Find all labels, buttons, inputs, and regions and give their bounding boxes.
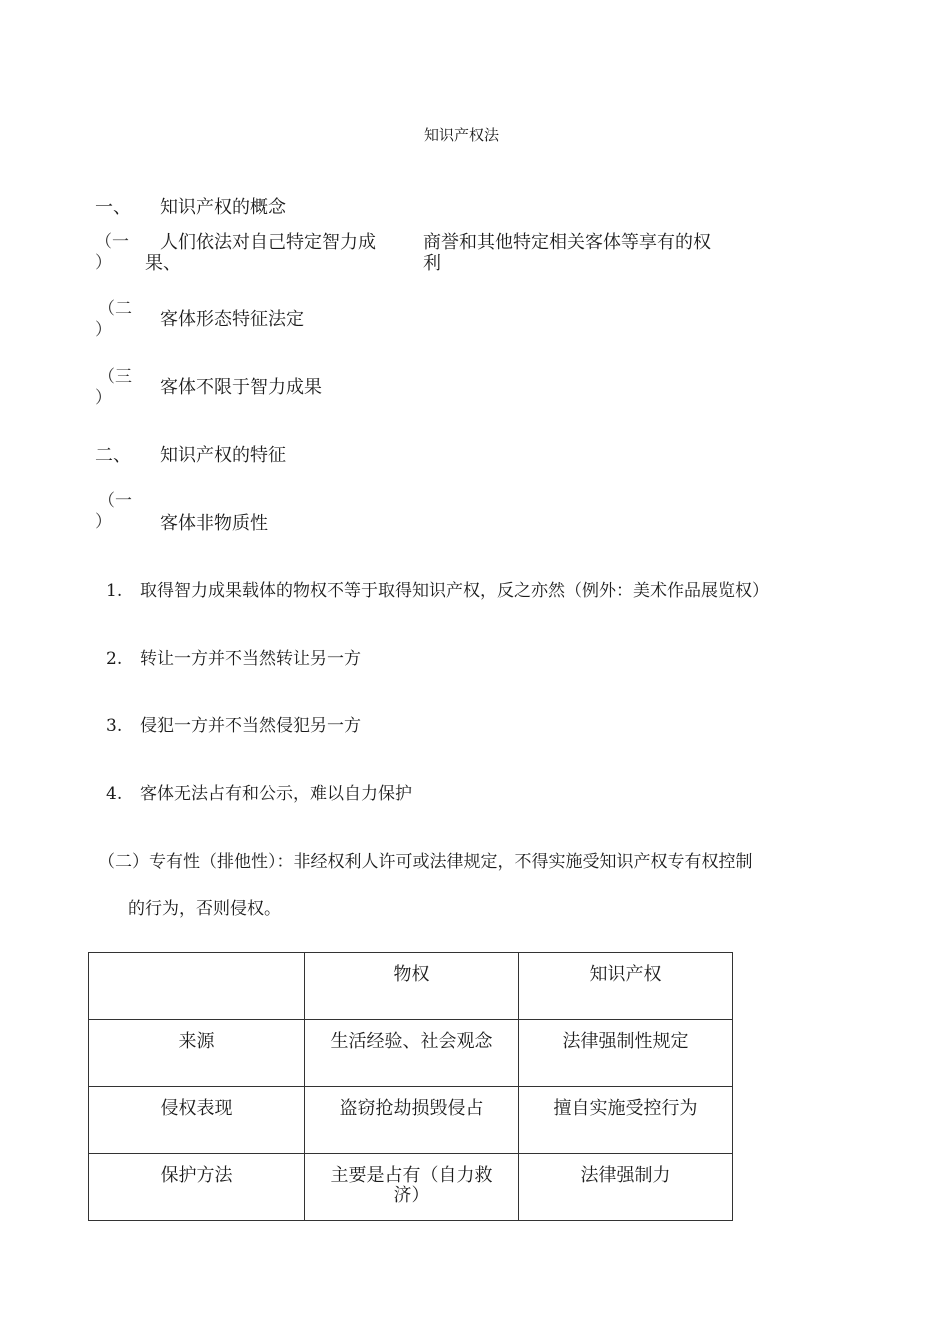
- list-item-text: 客体无法占有和公示，难以自力保护: [140, 784, 412, 804]
- item-1-3-close: ）: [95, 388, 112, 408]
- table-header-row: [89, 953, 733, 1020]
- section-1-number: 一、: [95, 197, 131, 218]
- table-header-cell: [89, 953, 305, 1020]
- list-item-number: 4.: [106, 784, 123, 804]
- item-1-1-text-b: 商誉和其他特定相关客体等享有的权: [423, 232, 711, 253]
- list-item-number: 2.: [106, 649, 123, 669]
- item-2-1-open: （一: [98, 491, 132, 511]
- section-2-heading: 知识产权的特征: [160, 445, 286, 466]
- table-cell: 盗窃抢劫损毁侵占: [305, 1087, 519, 1154]
- item-1-1-text-b2: 利: [423, 253, 441, 274]
- item-1-2-close: ）: [95, 320, 112, 340]
- list-item-text: 侵犯一方并不当然侵犯另一方: [140, 716, 361, 736]
- table-row: [89, 1154, 733, 1221]
- item-1-1-text-a2: 果、: [145, 253, 181, 274]
- table-cell: 法律强制力: [519, 1154, 733, 1221]
- item-1-2-text: 客体形态特征法定: [160, 309, 304, 330]
- page-title: 知识产权法: [424, 126, 500, 144]
- item-1-3-open: （三: [98, 367, 132, 387]
- exclusivity-line-1: （二）专有性（排他性）：非经权利人许可或法律规定，不得实施受知识产权专有权控制: [98, 852, 753, 872]
- item-2-1-close: ）: [95, 512, 112, 532]
- table-cell: 来源: [89, 1020, 305, 1087]
- list-item-number: 3.: [106, 716, 123, 736]
- table-cell: 保护方法: [89, 1154, 305, 1221]
- item-2-1-text: 客体非物质性: [160, 513, 268, 534]
- table-header-cell: 知识产权: [519, 953, 733, 1020]
- table-row: [89, 1087, 733, 1154]
- section-1-heading: 知识产权的概念: [160, 197, 286, 218]
- list-item-number: 1.: [106, 581, 123, 601]
- table-header-cell: 物权: [305, 953, 519, 1020]
- list-item-text: 转让一方并不当然转让另一方: [140, 649, 361, 669]
- table-cell: 法律强制性规定: [519, 1020, 733, 1087]
- item-1-1-open: （一: [95, 232, 129, 252]
- section-2-number: 二、: [95, 445, 131, 466]
- table-cell: 侵权表现: [89, 1087, 305, 1154]
- item-1-2-open: （二: [98, 299, 132, 319]
- item-1-3-text: 客体不限于智力成果: [160, 377, 322, 398]
- table-cell: 主要是占有（自力救济）: [305, 1154, 519, 1221]
- table-cell: 擅自实施受控行为: [519, 1087, 733, 1154]
- comparison-table: [88, 952, 733, 1221]
- exclusivity-line-2: 的行为，否则侵权。: [128, 899, 281, 919]
- list-item-text: 取得智力成果载体的物权不等于取得知识产权，反之亦然（例外：美术作品展览权）: [140, 581, 769, 601]
- item-1-1-close: ）: [95, 253, 112, 273]
- table-cell: 生活经验、社会观念: [305, 1020, 519, 1087]
- table-row: [89, 1020, 733, 1087]
- item-1-1-text-a: 人们依法对自己特定智力成: [160, 232, 376, 253]
